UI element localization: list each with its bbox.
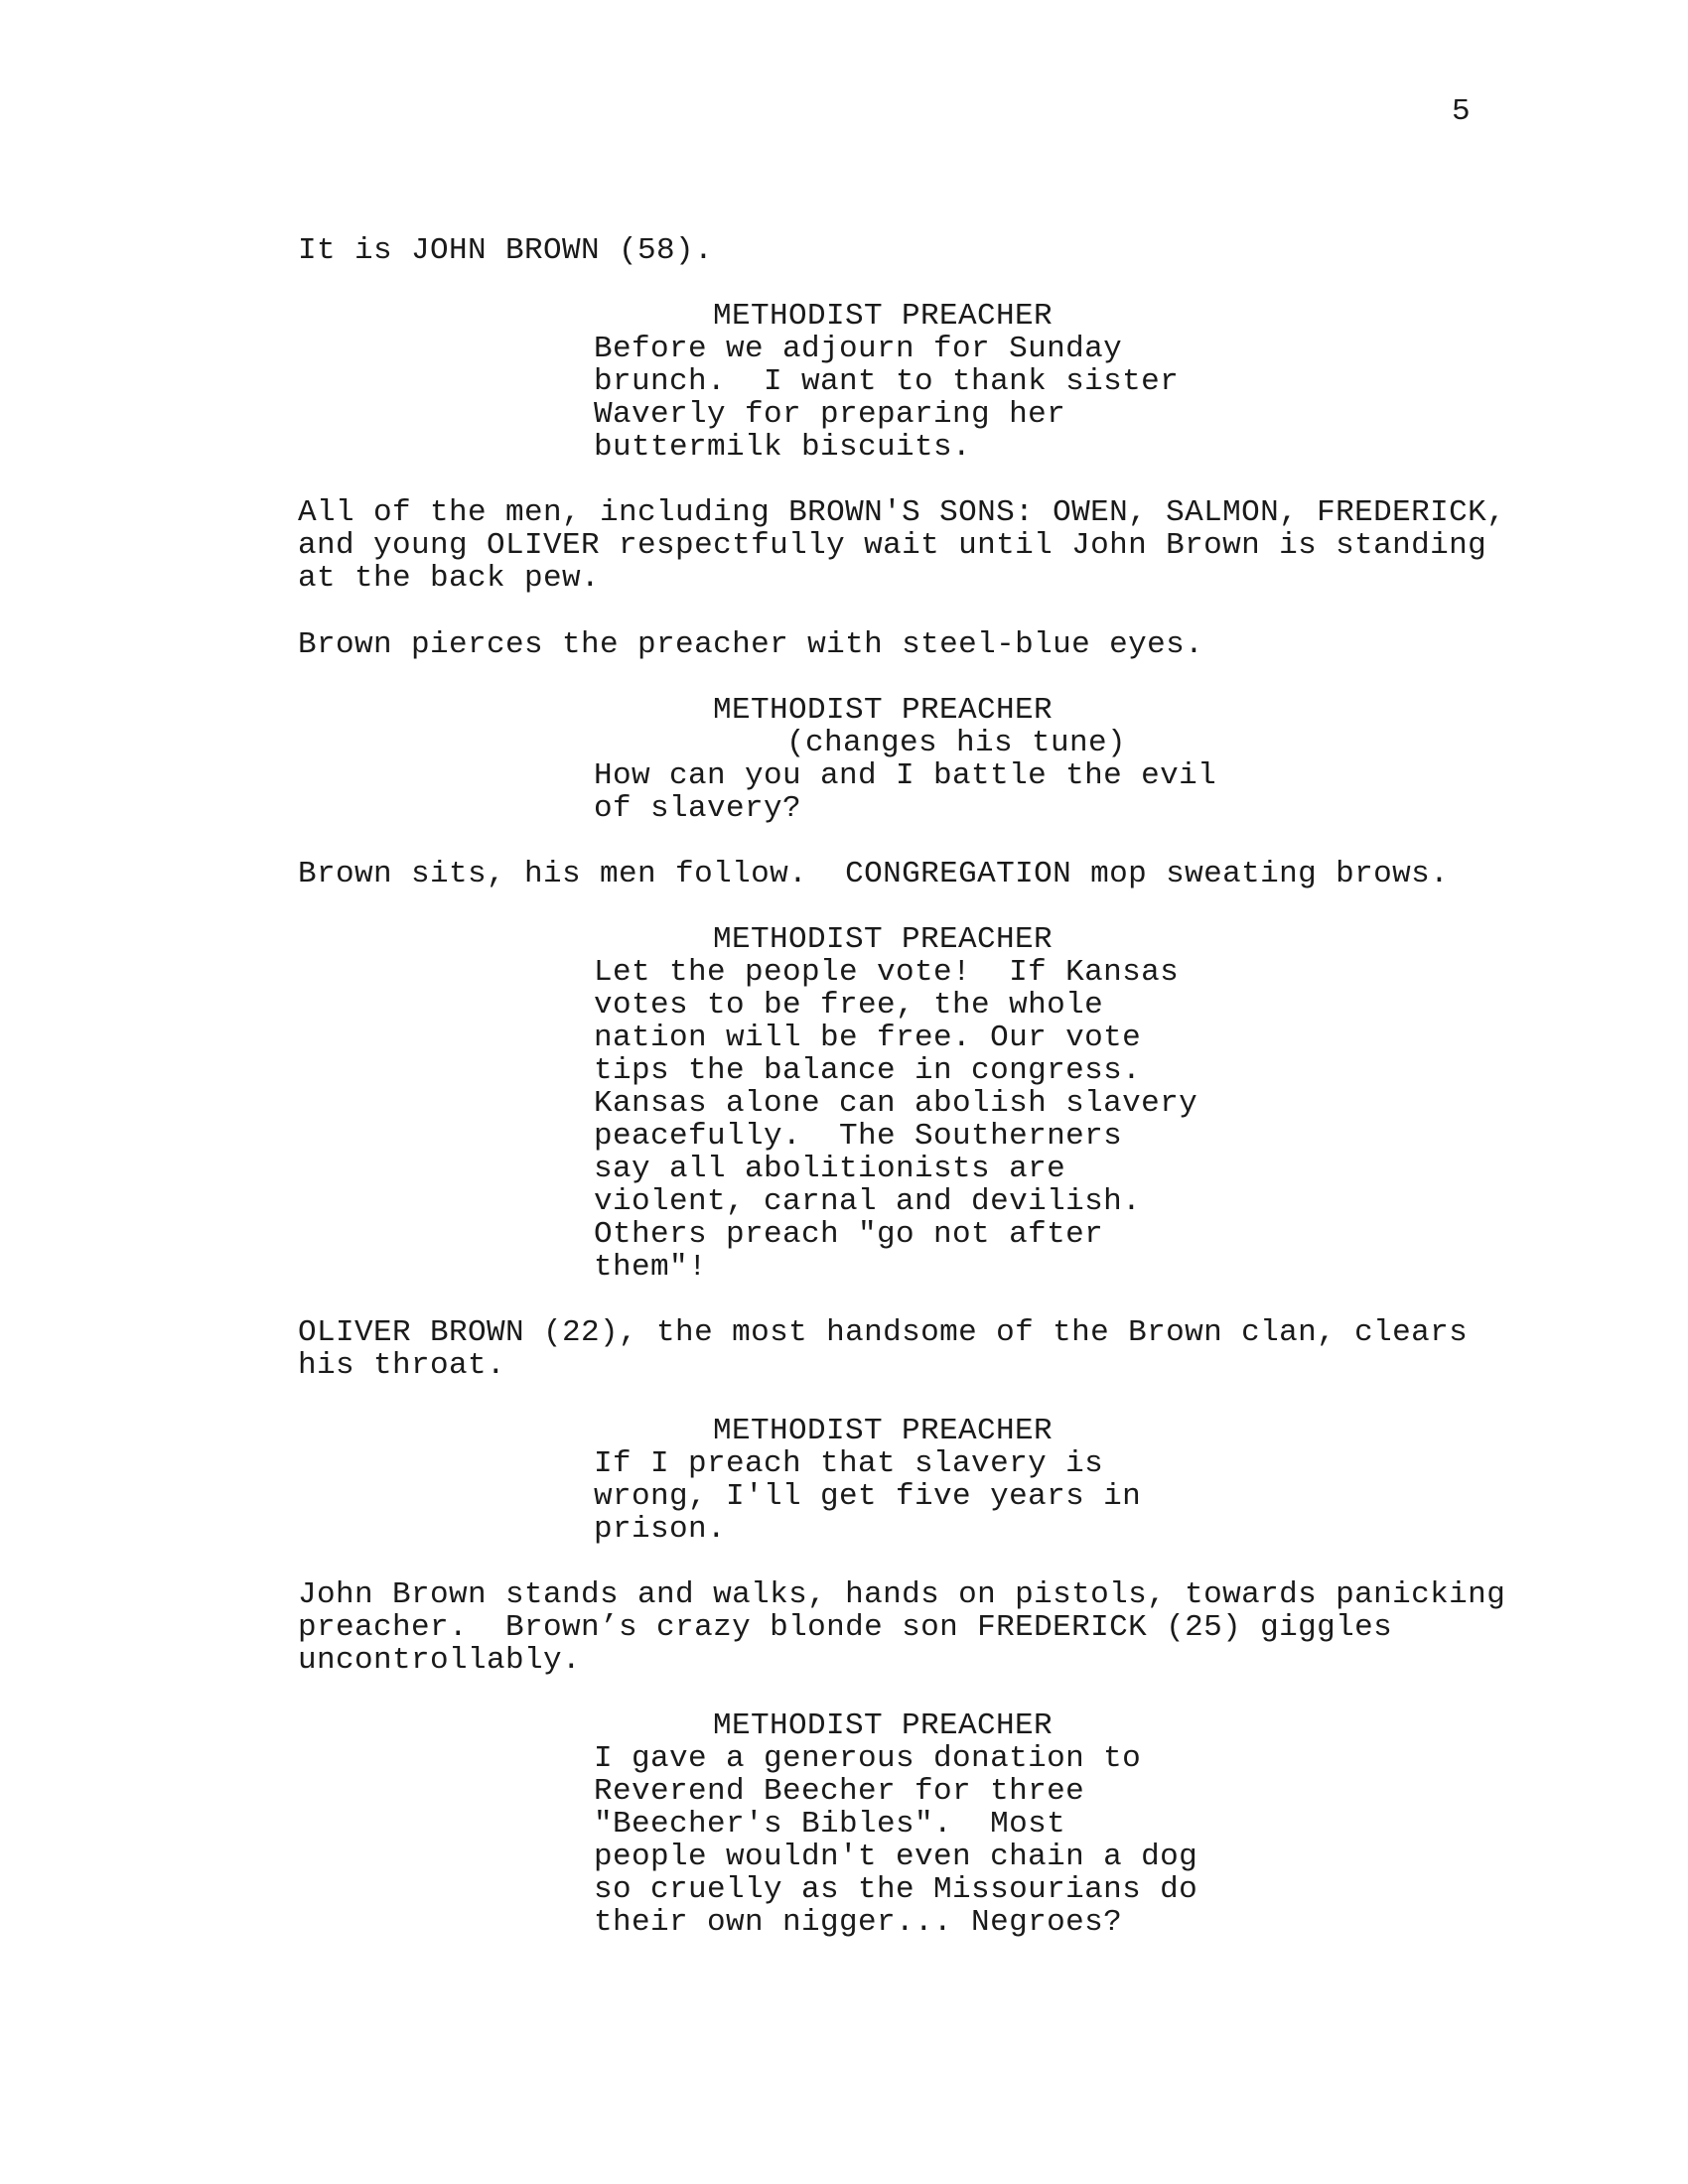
- character-line: METHODIST PREACHER: [713, 299, 1054, 334]
- dialogue-line: Kansas alone can abolish slavery: [594, 1086, 1198, 1121]
- dialogue-line: violent, carnal and devilish.: [594, 1184, 1142, 1219]
- action-line: All of the men, including BROWN'S SONS: OWEN, SALMON, FREDERICK,: [298, 495, 1506, 530]
- dialogue-line: Let the people vote! If Kansas: [594, 955, 1180, 990]
- action-line: preacher. Brown’s crazy blonde son FREDERICK (25) giggles: [298, 1610, 1393, 1645]
- dialogue-line: so cruelly as the Missourians do: [594, 1872, 1198, 1907]
- action-line: uncontrollably.: [298, 1643, 582, 1678]
- dialogue-line: Reverend Beecher for three: [594, 1774, 1085, 1809]
- dialogue-line: Waverly for preparing her: [594, 397, 1066, 432]
- dialogue-line: people wouldn't even chain a dog: [594, 1840, 1198, 1874]
- dialogue-line: "Beecher's Bibles". Most: [594, 1807, 1066, 1842]
- dialogue-line: I gave a generous donation to: [594, 1741, 1142, 1776]
- dialogue-line: wrong, I'll get five years in: [594, 1479, 1142, 1514]
- dialogue-line: If I preach that slavery is: [594, 1446, 1104, 1481]
- paren-line: (changes his tune): [786, 726, 1127, 760]
- dialogue-line: How can you and I battle the evil: [594, 758, 1217, 793]
- action-line: and young OLIVER respectfully wait until John Brown is standing: [298, 528, 1487, 563]
- character-line: METHODIST PREACHER: [713, 693, 1054, 728]
- dialogue-line: their own nigger... Negroes?: [594, 1905, 1123, 1940]
- dialogue-line: of slavery?: [594, 791, 802, 826]
- dialogue-line: brunch. I want to thank sister: [594, 364, 1180, 399]
- dialogue-line: buttermilk biscuits.: [594, 430, 972, 465]
- character-line: METHODIST PREACHER: [713, 922, 1054, 957]
- action-line: Brown sits, his men follow. CONGREGATION mop sweating brows.: [298, 857, 1450, 891]
- action-line: It is JOHN BROWN (58).: [298, 233, 714, 268]
- dialogue-line: tips the balance in congress.: [594, 1053, 1142, 1088]
- dialogue-line: Others preach "go not after: [594, 1217, 1104, 1252]
- page-number: 5: [1452, 94, 1471, 129]
- dialogue-line: votes to be free, the whole: [594, 988, 1104, 1023]
- dialogue-line: nation will be free. Our vote: [594, 1021, 1142, 1055]
- action-line: at the back pew.: [298, 561, 601, 596]
- dialogue-line: say all abolitionists are: [594, 1152, 1066, 1186]
- character-line: METHODIST PREACHER: [713, 1708, 1054, 1743]
- dialogue-line: prison.: [594, 1512, 727, 1547]
- action-line: John Brown stands and walks, hands on pistols, towards panicking: [298, 1577, 1506, 1612]
- dialogue-line: peacefully. The Southerners: [594, 1119, 1123, 1154]
- dialogue-line: them"!: [594, 1250, 708, 1285]
- action-line: OLIVER BROWN (22), the most handsome of the Brown clan, clears: [298, 1315, 1469, 1350]
- action-line: Brown pierces the preacher with steel-blue eyes.: [298, 627, 1204, 662]
- action-line: his throat.: [298, 1348, 506, 1383]
- character-line: METHODIST PREACHER: [713, 1414, 1054, 1448]
- dialogue-line: Before we adjourn for Sunday: [594, 332, 1123, 366]
